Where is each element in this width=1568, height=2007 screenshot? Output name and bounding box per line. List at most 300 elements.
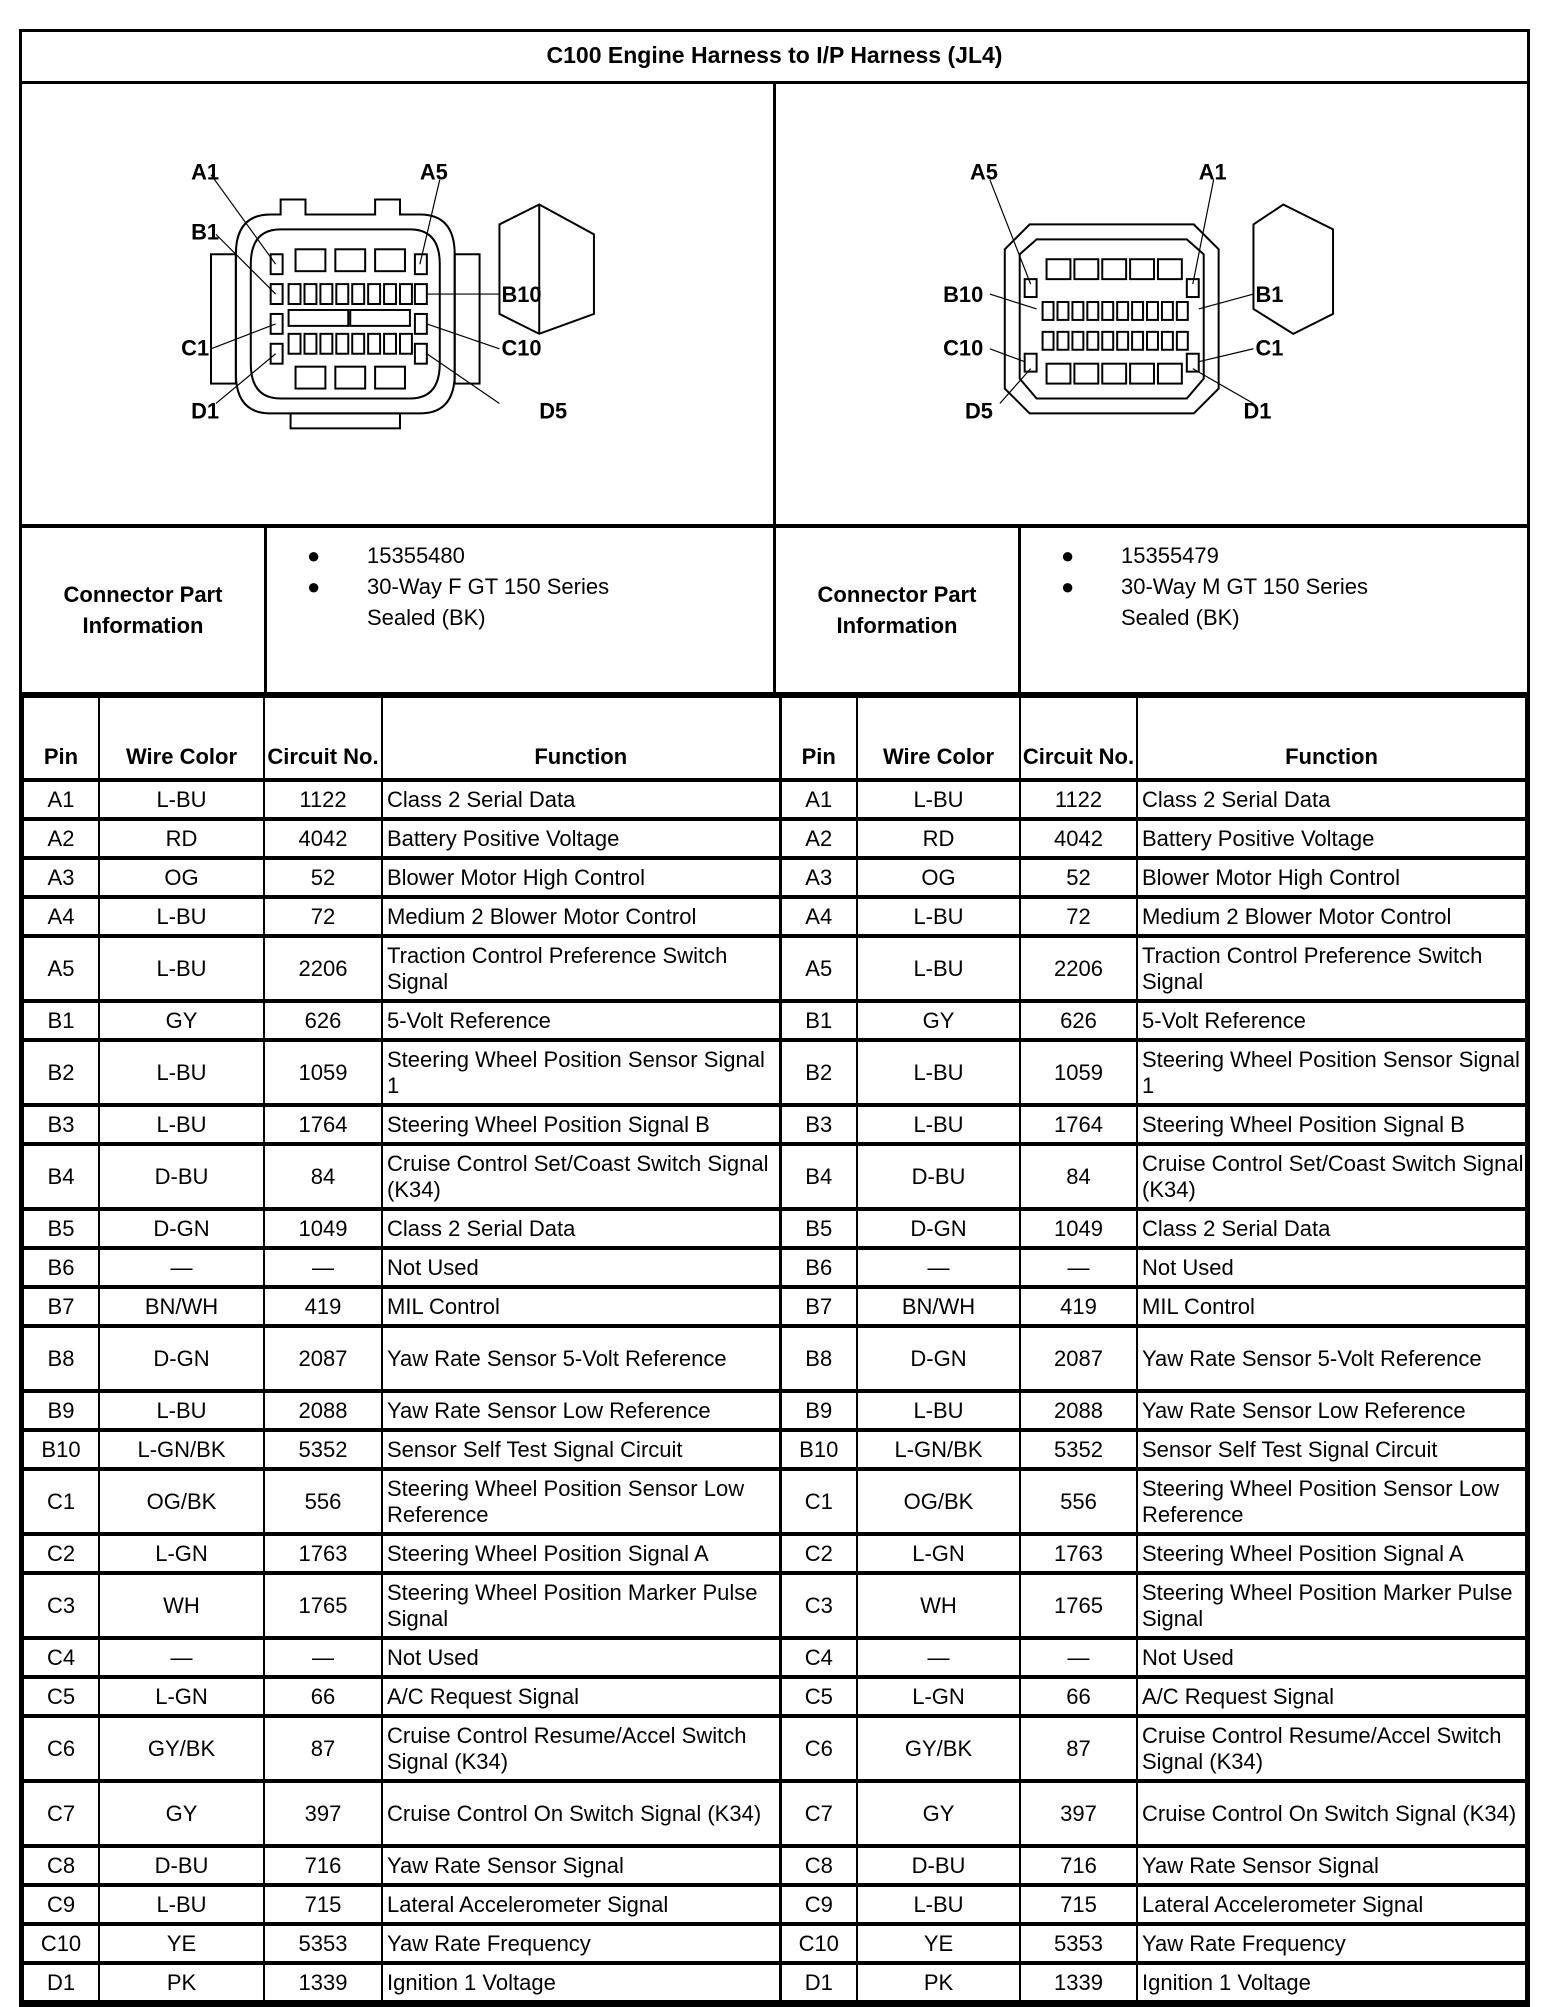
pin-cavity	[1058, 332, 1069, 350]
table-row	[23, 897, 1526, 936]
cell-function: Yaw Rate Sensor 5-Volt Reference	[382, 1326, 780, 1391]
cell-wire-color: D-BU	[99, 1846, 264, 1885]
cell-wire-color: —	[857, 1248, 1020, 1287]
cell-function: Sensor Self Test Signal Circuit	[382, 1430, 780, 1469]
cell-function: Steering Wheel Position Marker Pulse Signal	[382, 1573, 780, 1638]
cell-wire-color: GY	[99, 1001, 264, 1040]
cell-pin: C1	[23, 1469, 99, 1534]
pin-cavity	[1158, 364, 1182, 384]
cell-wire-color: OG/BK	[857, 1469, 1020, 1534]
cell-circuit: 5353	[1020, 1924, 1137, 1963]
pin-cavity	[1130, 364, 1154, 384]
cell-pin: C5	[23, 1677, 99, 1716]
connector-face-icon	[22, 84, 773, 524]
cell-wire-color: OG	[99, 858, 264, 897]
cell-circuit: 1765	[264, 1573, 382, 1638]
table-row	[23, 1781, 1526, 1846]
female-connector-diagram	[22, 84, 776, 524]
table-row	[23, 1846, 1526, 1885]
cell-circuit: 2206	[1020, 936, 1137, 1001]
pin-label-d5: D5	[539, 398, 568, 424]
pin-label-c10: C10	[501, 335, 542, 361]
cell-pin: A2	[780, 819, 857, 858]
cell-circuit: 716	[264, 1846, 382, 1885]
info-item: ● 15355479	[1061, 540, 1527, 571]
pin-label-a5: A5	[969, 159, 998, 185]
cell-pin: B6	[23, 1248, 99, 1287]
cell-pin: B2	[23, 1040, 99, 1105]
cell-circuit: 626	[1020, 1001, 1137, 1040]
cell-pin: C8	[780, 1846, 857, 1885]
cell-wire-color: L-BU	[857, 1885, 1020, 1924]
cell-wire-color: BN/WH	[99, 1287, 264, 1326]
cell-pin: A5	[23, 936, 99, 1001]
pin-cavity	[1058, 302, 1069, 320]
cell-circuit: 1764	[264, 1105, 382, 1144]
cell-circuit: 1339	[1020, 1963, 1137, 2002]
cell-pin: B1	[23, 1001, 99, 1040]
pin-label-b1: B1	[1255, 282, 1284, 308]
header-wire-color: Wire Color	[857, 697, 1020, 780]
header-pin: Pin	[780, 697, 857, 780]
cell-function: Class 2 Serial Data	[382, 1209, 780, 1248]
cell-pin: B5	[780, 1209, 857, 1248]
pin-cavity	[1102, 302, 1113, 320]
cell-wire-color: YE	[857, 1924, 1020, 1963]
table-row	[23, 1677, 1526, 1716]
cell-pin: C3	[780, 1573, 857, 1638]
cell-circuit: 1122	[1020, 780, 1137, 819]
cell-function: Blower Motor High Control	[1137, 858, 1526, 897]
pin-cavity	[1102, 332, 1113, 350]
cell-circuit: 4042	[1020, 819, 1137, 858]
table-row	[23, 1391, 1526, 1430]
table-row	[23, 858, 1526, 897]
cell-function: Class 2 Serial Data	[1137, 1209, 1526, 1248]
cell-wire-color: GY	[857, 1781, 1020, 1846]
cell-function: Steering Wheel Position Signal A	[1137, 1534, 1526, 1573]
table-row	[23, 1638, 1526, 1677]
cell-wire-color: —	[99, 1248, 264, 1287]
cell-wire-color: GY	[99, 1781, 264, 1846]
cell-wire-color: L-BU	[99, 1885, 264, 1924]
cell-pin: B9	[23, 1391, 99, 1430]
cell-circuit: 1049	[1020, 1209, 1137, 1248]
table-row	[23, 1326, 1526, 1391]
cell-pin: B3	[23, 1105, 99, 1144]
cell-function: Cruise Control Resume/Accel Switch Signal (K34)	[382, 1716, 780, 1781]
cell-wire-color: —	[99, 1638, 264, 1677]
cell-function: Not Used	[382, 1638, 780, 1677]
pin-cavity	[1130, 259, 1154, 279]
cell-wire-color: L-BU	[99, 1391, 264, 1430]
pin-label-d1: D1	[1243, 398, 1272, 424]
cell-function: Sensor Self Test Signal Circuit	[1137, 1430, 1526, 1469]
cell-wire-color: D-BU	[857, 1144, 1020, 1209]
cell-circuit: 1763	[1020, 1534, 1137, 1573]
cell-wire-color: L-BU	[99, 897, 264, 936]
cell-pin: C10	[780, 1924, 857, 1963]
cell-function: Cruise Control On Switch Signal (K34)	[1137, 1781, 1526, 1846]
pin-cavity	[320, 284, 332, 304]
header-function: Function	[1137, 697, 1526, 780]
info-list	[1021, 528, 1527, 692]
pin-cavity	[350, 310, 410, 326]
cell-circuit: 72	[264, 897, 382, 936]
table-row	[23, 1885, 1526, 1924]
cell-pin: B8	[780, 1326, 857, 1391]
cell-circuit: 4042	[264, 819, 382, 858]
cell-function: Medium 2 Blower Motor Control	[382, 897, 780, 936]
cell-function: Steering Wheel Position Sensor Signal 1	[1137, 1040, 1526, 1105]
cell-circuit: 556	[264, 1469, 382, 1534]
cell-pin: A1	[780, 780, 857, 819]
bullet-icon: ●	[307, 543, 321, 568]
cell-function: Steering Wheel Position Sensor Low Reference	[382, 1469, 780, 1534]
cell-circuit: 2087	[264, 1326, 382, 1391]
cell-circuit: 419	[1020, 1287, 1137, 1326]
cell-circuit: 72	[1020, 897, 1137, 936]
pin-cavity	[1072, 302, 1083, 320]
table-row	[23, 1469, 1526, 1534]
pin-cavity	[384, 334, 396, 354]
cell-pin: D1	[23, 1963, 99, 2002]
cell-wire-color: BN/WH	[857, 1287, 1020, 1326]
cell-function: Ignition 1 Voltage	[1137, 1963, 1526, 2002]
pin-cavity	[320, 334, 332, 354]
table-row	[23, 780, 1526, 819]
cell-function: Cruise Control Resume/Accel Switch Signal (K34)	[1137, 1716, 1526, 1781]
cell-function: Medium 2 Blower Motor Control	[1137, 897, 1526, 936]
cell-wire-color: D-GN	[99, 1209, 264, 1248]
cell-function: Cruise Control Set/Coast Switch Signal (K34)	[382, 1144, 780, 1209]
header-wire-color: Wire Color	[99, 697, 264, 780]
table-row	[23, 1963, 1526, 2002]
cell-circuit: 1049	[264, 1209, 382, 1248]
cell-pin: A3	[780, 858, 857, 897]
pin-cavity	[400, 334, 412, 354]
cell-circuit: 715	[1020, 1885, 1137, 1924]
cell-circuit: 1059	[264, 1040, 382, 1105]
cell-wire-color: YE	[99, 1924, 264, 1963]
cell-function: Class 2 Serial Data	[382, 780, 780, 819]
cell-circuit: 1122	[264, 780, 382, 819]
cell-pin: C7	[780, 1781, 857, 1846]
cell-wire-color: L-BU	[99, 1040, 264, 1105]
cell-circuit: 66	[1020, 1677, 1137, 1716]
cell-function: MIL Control	[1137, 1287, 1526, 1326]
info-item: ● 30-Way M GT 150 Series Sealed (BK)	[1061, 571, 1527, 633]
header-circuit: Circuit No.	[1020, 697, 1137, 780]
cell-function: Steering Wheel Position Marker Pulse Signal	[1137, 1573, 1526, 1638]
cell-pin: B5	[23, 1209, 99, 1248]
cell-circuit: 419	[264, 1287, 382, 1326]
pin-cavity	[1177, 302, 1188, 320]
cell-wire-color: L-BU	[857, 1040, 1020, 1105]
cell-wire-color: L-GN	[99, 1534, 264, 1573]
cell-pin: B1	[780, 1001, 857, 1040]
cell-pin: B7	[23, 1287, 99, 1326]
cell-wire-color: PK	[99, 1963, 264, 2002]
cell-pin: B7	[780, 1287, 857, 1326]
cell-function: Not Used	[1137, 1248, 1526, 1287]
cell-circuit: 715	[264, 1885, 382, 1924]
cell-pin: A1	[23, 780, 99, 819]
info-item: ● 30-Way F GT 150 Series Sealed (BK)	[307, 571, 773, 633]
cell-pin: B8	[23, 1326, 99, 1391]
cell-circuit: —	[1020, 1638, 1137, 1677]
cell-pin: B2	[780, 1040, 857, 1105]
cell-pin: C6	[23, 1716, 99, 1781]
bullet-icon: ●	[1061, 574, 1075, 599]
pin-cavity	[1102, 364, 1126, 384]
header-pin: Pin	[23, 697, 99, 780]
cell-function: Ignition 1 Voltage	[382, 1963, 780, 2002]
cell-circuit: 5352	[264, 1430, 382, 1469]
cell-pin: A3	[23, 858, 99, 897]
cell-function: Cruise Control Set/Coast Switch Signal (K34)	[1137, 1144, 1526, 1209]
pin-label-c10: C10	[943, 335, 984, 361]
pin-cavity	[335, 249, 365, 271]
cell-function: Yaw Rate Sensor Signal	[1137, 1846, 1526, 1885]
cell-function: Traction Control Preference Switch Signal	[382, 936, 780, 1001]
cell-circuit: 397	[1020, 1781, 1137, 1846]
pin-label-b1: B1	[191, 219, 220, 245]
table-row	[23, 1287, 1526, 1326]
pin-cavity	[1132, 302, 1143, 320]
pin-cavity	[375, 249, 405, 271]
cell-pin: C1	[780, 1469, 857, 1534]
pin-cavity	[289, 284, 301, 304]
cell-function: Yaw Rate Sensor Signal	[382, 1846, 780, 1885]
bullet-icon: ●	[1061, 543, 1075, 568]
pin-label-a1: A1	[191, 159, 220, 185]
cell-function: Yaw Rate Sensor Low Reference	[382, 1391, 780, 1430]
pin-cavity	[352, 334, 364, 354]
cell-circuit: 5352	[1020, 1430, 1137, 1469]
table-row	[23, 1573, 1526, 1638]
table-row	[23, 1001, 1526, 1040]
cell-pin: B10	[23, 1430, 99, 1469]
connector-info-female	[22, 528, 776, 692]
connector-part-info-row	[22, 528, 1527, 696]
cell-pin: C8	[23, 1846, 99, 1885]
cell-wire-color: D-GN	[857, 1209, 1020, 1248]
cell-wire-color: PK	[857, 1963, 1020, 2002]
cell-wire-color: L-BU	[857, 936, 1020, 1001]
header-function: Function	[382, 697, 780, 780]
cell-function: Yaw Rate Frequency	[382, 1924, 780, 1963]
pin-cavity	[1117, 302, 1128, 320]
cell-pin: C9	[780, 1885, 857, 1924]
cell-pin: A4	[780, 897, 857, 936]
pin-cavity	[368, 284, 380, 304]
pin-cavity	[1047, 364, 1071, 384]
cell-wire-color: GY	[857, 1001, 1020, 1040]
cell-pin: B3	[780, 1105, 857, 1144]
cell-wire-color: WH	[99, 1573, 264, 1638]
pin-label-a1: A1	[1198, 159, 1227, 185]
pin-cavity	[1147, 332, 1158, 350]
cell-pin: C9	[23, 1885, 99, 1924]
diagram-row	[22, 84, 1527, 528]
pin-cavity	[1047, 259, 1071, 279]
pin-cavity	[1087, 302, 1098, 320]
pin-cavity	[1117, 332, 1128, 350]
cell-wire-color: GY/BK	[857, 1716, 1020, 1781]
pin-cavity	[1043, 302, 1054, 320]
pin-cavity	[1074, 259, 1098, 279]
cell-wire-color: WH	[857, 1573, 1020, 1638]
cell-circuit: 1763	[264, 1534, 382, 1573]
cell-circuit: 52	[1020, 858, 1137, 897]
pin-cavity	[1132, 332, 1143, 350]
cell-wire-color: L-GN/BK	[99, 1430, 264, 1469]
table-row	[23, 1248, 1526, 1287]
pin-label-d5: D5	[964, 398, 993, 424]
pin-cavity	[1162, 302, 1173, 320]
pin-cavity	[304, 284, 316, 304]
pin-cavity	[1162, 332, 1173, 350]
pin-label-c1: C1	[181, 335, 210, 361]
cell-circuit: 397	[264, 1781, 382, 1846]
info-item: ● 15355480	[307, 540, 773, 571]
table-row	[23, 1209, 1526, 1248]
cell-wire-color: OG	[857, 858, 1020, 897]
cell-function: Lateral Accelerometer Signal	[1137, 1885, 1526, 1924]
pin-cavity	[335, 367, 365, 389]
cell-pin: C5	[780, 1677, 857, 1716]
cell-function: Steering Wheel Position Signal B	[382, 1105, 780, 1144]
cell-circuit: 716	[1020, 1846, 1137, 1885]
cell-circuit: —	[264, 1638, 382, 1677]
table-row	[23, 1040, 1526, 1105]
cell-function: Yaw Rate Frequency	[1137, 1924, 1526, 1963]
cell-pin: D1	[780, 1963, 857, 2002]
info-list	[267, 528, 773, 692]
table-row	[23, 1924, 1526, 1963]
pin-cavity	[1074, 364, 1098, 384]
cell-wire-color: D-GN	[857, 1326, 1020, 1391]
cell-pin: C4	[23, 1638, 99, 1677]
cell-pin: B9	[780, 1391, 857, 1430]
cell-function: MIL Control	[382, 1287, 780, 1326]
cell-wire-color: GY/BK	[99, 1716, 264, 1781]
cell-wire-color: D-BU	[99, 1144, 264, 1209]
cell-circuit: 1765	[1020, 1573, 1137, 1638]
pin-cavity	[400, 284, 412, 304]
pin-cavity	[375, 367, 405, 389]
connector-table	[19, 29, 1530, 2007]
table-row	[23, 1534, 1526, 1573]
cell-pin: A5	[780, 936, 857, 1001]
connector-info-male	[776, 528, 1527, 692]
cell-circuit: 2087	[1020, 1326, 1137, 1391]
cell-wire-color: D-BU	[857, 1846, 1020, 1885]
cell-wire-color: —	[857, 1638, 1020, 1677]
cell-wire-color: D-GN	[99, 1326, 264, 1391]
cell-function: Not Used	[1137, 1638, 1526, 1677]
cell-pin: C3	[23, 1573, 99, 1638]
cell-wire-color: L-BU	[857, 1105, 1020, 1144]
cell-function: Yaw Rate Sensor Low Reference	[1137, 1391, 1526, 1430]
pinout-table	[22, 696, 1527, 2004]
cell-wire-color: L-BU	[99, 1105, 264, 1144]
cell-circuit: 556	[1020, 1469, 1137, 1534]
cell-function: Not Used	[382, 1248, 780, 1287]
cell-function: Steering Wheel Position Signal B	[1137, 1105, 1526, 1144]
cell-circuit: 626	[264, 1001, 382, 1040]
cell-wire-color: L-GN/BK	[857, 1430, 1020, 1469]
cell-function: Class 2 Serial Data	[1137, 780, 1526, 819]
cell-circuit: 2088	[264, 1391, 382, 1430]
cell-wire-color: L-BU	[99, 936, 264, 1001]
cell-circuit: 1764	[1020, 1105, 1137, 1144]
cell-circuit: 87	[1020, 1716, 1137, 1781]
pin-cavity	[368, 334, 380, 354]
cell-pin: A2	[23, 819, 99, 858]
pin-cavity	[296, 249, 326, 271]
table-row	[23, 1716, 1526, 1781]
cell-circuit: 52	[264, 858, 382, 897]
info-label: Connector Part Information	[776, 528, 1021, 692]
cell-circuit: —	[264, 1248, 382, 1287]
cell-pin: C4	[780, 1638, 857, 1677]
pin-cavity	[289, 310, 349, 326]
pin-cavity	[1158, 259, 1182, 279]
pin-label-a5: A5	[419, 159, 448, 185]
male-connector-diagram	[776, 84, 1527, 524]
pin-cavity	[304, 334, 316, 354]
cell-circuit: 2088	[1020, 1391, 1137, 1430]
table-row	[23, 1105, 1526, 1144]
cell-pin: B4	[780, 1144, 857, 1209]
cell-circuit: 1339	[264, 1963, 382, 2002]
pin-label-d1: D1	[191, 398, 220, 424]
info-label: Connector Part Information	[22, 528, 267, 692]
cell-circuit: 84	[264, 1144, 382, 1209]
cell-circuit: 66	[264, 1677, 382, 1716]
cell-pin: B4	[23, 1144, 99, 1209]
cell-wire-color: L-BU	[857, 780, 1020, 819]
pin-label-b10: B10	[501, 282, 542, 308]
table-row	[23, 1430, 1526, 1469]
cell-function: Steering Wheel Position Signal A	[382, 1534, 780, 1573]
cell-function: Steering Wheel Position Sensor Low Reference	[1137, 1469, 1526, 1534]
pin-cavity	[336, 334, 348, 354]
cell-wire-color: L-GN	[857, 1677, 1020, 1716]
pin-cavity	[1087, 332, 1098, 350]
cell-pin: B6	[780, 1248, 857, 1287]
cell-pin: C7	[23, 1781, 99, 1846]
cell-function: 5-Volt Reference	[1137, 1001, 1526, 1040]
cell-pin: C2	[23, 1534, 99, 1573]
table-title: C100 Engine Harness to I/P Harness (JL4)	[22, 32, 1527, 84]
pin-cavity	[1072, 332, 1083, 350]
pin-cavity	[1102, 259, 1126, 279]
cell-pin: C6	[780, 1716, 857, 1781]
cell-circuit: 5353	[264, 1924, 382, 1963]
cell-function: A/C Request Signal	[1137, 1677, 1526, 1716]
pin-cavity	[1043, 332, 1054, 350]
cell-wire-color: L-GN	[857, 1534, 1020, 1573]
cell-wire-color: L-BU	[857, 897, 1020, 936]
cell-function: Battery Positive Voltage	[382, 819, 780, 858]
cell-wire-color: L-BU	[857, 1391, 1020, 1430]
header-circuit: Circuit No.	[264, 697, 382, 780]
cell-pin: C2	[780, 1534, 857, 1573]
cell-wire-color: OG/BK	[99, 1469, 264, 1534]
